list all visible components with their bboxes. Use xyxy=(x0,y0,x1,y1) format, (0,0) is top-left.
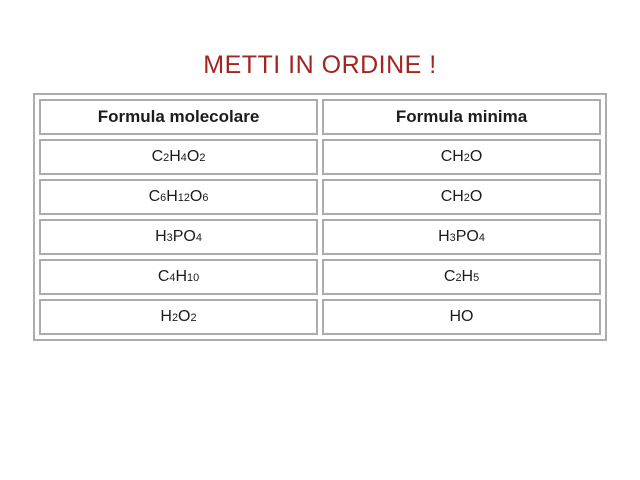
formula-subscript: 12 xyxy=(177,192,190,204)
formula-table-body xyxy=(39,139,601,335)
column-header-molecular: Formula molecolare xyxy=(39,99,318,135)
formula-cell-minimal: HO xyxy=(322,299,601,335)
formula-subscript: 2 xyxy=(463,192,470,204)
formula-subscript: 2 xyxy=(190,312,197,324)
formula-subscript: 10 xyxy=(187,272,200,284)
formula-subscript: 2 xyxy=(463,152,470,164)
formula-table-header xyxy=(39,99,601,135)
formula-cell-molecular: C6H12O6 xyxy=(39,179,318,215)
formula-cell-molecular: H2O2 xyxy=(39,299,318,335)
formula-subscript: 6 xyxy=(160,192,167,204)
formula-cell-molecular: H3PO4 xyxy=(39,219,318,255)
formula-subscript: 2 xyxy=(199,152,206,164)
formula-cell-molecular: C2H4O2 xyxy=(39,139,318,175)
table-row xyxy=(39,299,601,335)
formula-subscript: 2 xyxy=(171,312,179,324)
formula-subscript: 3 xyxy=(166,232,173,244)
header-row xyxy=(39,99,601,135)
formula-subscript: 6 xyxy=(202,192,209,204)
formula-subscript: 5 xyxy=(473,272,480,284)
formula-cell-molecular: C4H10 xyxy=(39,259,318,295)
formula-cell-minimal: H3PO4 xyxy=(322,219,601,255)
page-title: METTI IN ORDINE ! xyxy=(203,51,437,79)
formula-subscript: 4 xyxy=(169,272,176,284)
formula-subscript: 4 xyxy=(180,152,187,164)
formula-subscript: 2 xyxy=(163,152,170,164)
formula-cell-minimal: CH2O xyxy=(322,179,601,215)
formula-subscript: 4 xyxy=(478,232,485,244)
formula-cell-minimal: CH2O xyxy=(322,139,601,175)
table-row xyxy=(39,219,601,255)
formula-subscript: 3 xyxy=(449,232,456,244)
formula-subscript: 2 xyxy=(455,272,462,284)
column-header-minimal: Formula minima xyxy=(322,99,601,135)
table-row xyxy=(39,259,601,295)
formula-cell-minimal: C2H5 xyxy=(322,259,601,295)
table-row xyxy=(39,139,601,175)
table-row xyxy=(39,179,601,215)
formula-table xyxy=(33,93,607,341)
formula-subscript: 4 xyxy=(195,232,202,244)
